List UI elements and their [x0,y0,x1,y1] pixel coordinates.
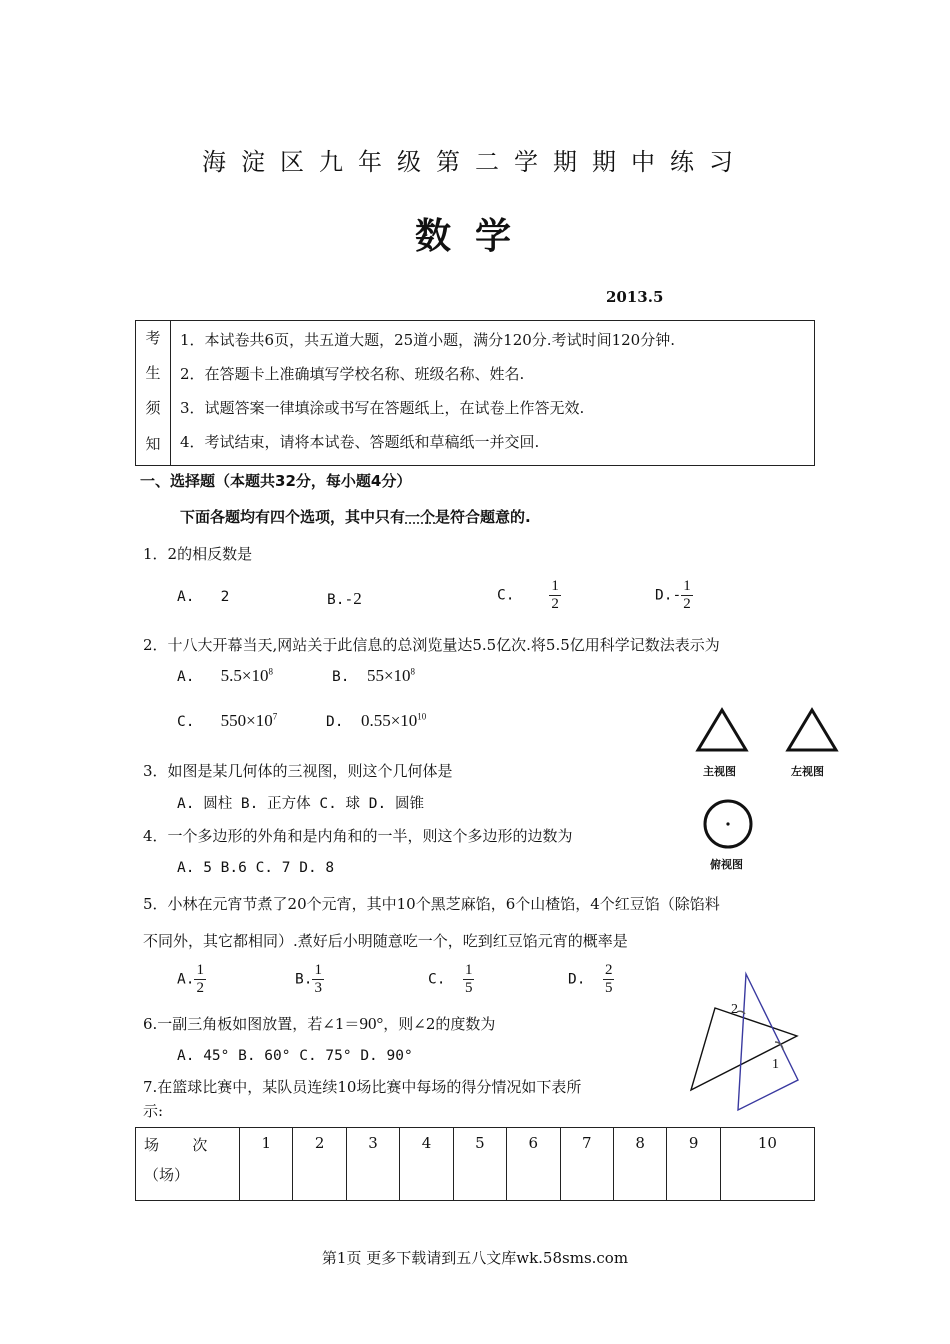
front-view-triangle [698,710,746,750]
q2-option-c [177,711,277,731]
option-label: B. [295,971,313,988]
option-value: 2 [220,589,230,605]
table-cell: 10 [720,1128,814,1201]
sci-exponent: 7 [272,711,278,722]
option-label: B. [332,669,350,685]
angle-2-label: 2 [731,1002,738,1017]
notice-rule: 1．本试卷共6页，共五道大题，25道小题，满分120分.考试时间120分钟. [180,331,675,349]
q5-option-c [428,962,474,997]
three-views-figure [690,700,850,880]
sci-notation [221,711,278,730]
table-cell: 7 [560,1128,613,1201]
left-view-caption: 左视图 [791,765,824,778]
sci-base: 5.5×10 [220,666,269,685]
numerator: 1 [196,962,204,978]
top-view-center-dot [726,822,729,825]
numerator: 2 [604,962,613,978]
q3-options: A. 圆柱 B. 正方体 C. 球 D. 圆锥 [177,796,424,812]
exam-date: 2013.5 [606,288,664,306]
top-view-caption: 俯视图 [710,858,743,871]
numerator: 1 [551,578,559,594]
angle-1-label: 1 [772,1057,779,1072]
table-cell: 4 [400,1128,453,1201]
stem-text: 6.一副三角板如图放置，若∠1＝ [143,1015,360,1033]
numerator: 1 [314,962,322,978]
option-label: D. [326,714,344,730]
notice-side-char: 知 [145,435,161,453]
option-label: C. [497,587,515,604]
question-6-stem [143,1013,495,1034]
table-cell: 5 [453,1128,506,1201]
denominator: 2 [683,596,691,612]
option-label: B.- [327,592,354,608]
page-footer: 第1页 更多下载请到五八文库wk.58sms.com [321,1249,629,1267]
sci-notation [221,666,273,685]
question-7-stem-line2: 示: [143,1102,164,1120]
notice-side-char: 须 [145,399,161,417]
q1-option-d [655,578,693,613]
q1-option-c [497,578,561,613]
notice-side-char: 生 [145,364,161,382]
notice-side-char: 考 [145,329,161,347]
table-row [136,1128,815,1201]
sci-notation [361,711,426,730]
q5-option-b [295,962,324,997]
table-cell: 3 [346,1128,399,1201]
fraction [549,578,561,613]
question-2-stem: 2．十八大开幕当天,网站关于此信息的总浏览量达5.5亿次.将5.5亿用科学记数法表示为 [143,636,720,654]
denominator: 2 [196,980,204,996]
black-triangle [691,1008,797,1090]
table-cell: 6 [507,1128,560,1201]
numerator: 1 [464,962,473,978]
option-label: A. [177,589,195,605]
section-instruction [180,506,531,527]
instruction-text: 是符合题意的. [435,508,531,526]
q1-option-a [177,589,229,605]
row-header-line: 场 次 [144,1136,208,1154]
sci-exponent: 8 [268,666,274,677]
q2-option-a [177,666,273,686]
fraction [681,578,693,613]
section-heading: 一、选择题（本题共32分，每小题4分） [140,472,412,490]
question-5-stem-line1: 5．小林在元宵节煮了20个元宵，其中10个黑芝麻馅，6个山楂馅，4个红豆馅（除馅料 [143,895,720,913]
score-table [135,1127,815,1201]
table-cell: 8 [613,1128,666,1201]
row-header [136,1128,240,1201]
q4-options: A. 5 B.6 C. 7 D. 8 [177,860,335,876]
stem-text: ，则∠2的度数为 [383,1015,496,1033]
option-label: D.- [655,587,682,604]
numerator: 1 [683,578,691,594]
notice-side-label [136,321,171,465]
option-label: A. [177,971,195,988]
sci-exponent: 10 [417,711,427,722]
notice-rule: 4．考试结束，请将本试卷、答题纸和草稿纸一并交回. [180,433,540,451]
q1-option-b [327,589,362,609]
sci-notation [367,666,415,685]
sci-exponent: 8 [410,666,416,677]
fraction [603,962,615,997]
row-header-line: （场） [144,1166,190,1184]
option-label: D. [568,971,586,988]
blue-triangle [738,974,798,1110]
exam-title: 海淀区九年级第二学期期中练习 [202,148,748,176]
fraction [194,962,206,997]
notice-rule: 3．试题答案一律填涂或书写在答题纸上，在试卷上作答无效. [180,399,585,417]
option-label: C. [428,971,446,988]
option-label: A. [177,669,195,685]
q6-options: A. 45° B. 60° C. 75° D. 90° [177,1048,413,1064]
fraction [463,962,475,997]
denominator: 3 [314,980,322,996]
denominator: 2 [551,596,559,612]
question-4-stem: 4．一个多边形的外角和是内角和的一半，则这个多边形的边数为 [143,827,573,845]
question-7-stem-line1: 7.在篮球比赛中，某队员连续10场比赛中每场的得分情况如下表所 [143,1078,582,1096]
sci-base: 55×10 [366,666,411,685]
question-1-stem: 1．2的相反数是 [143,545,253,563]
sci-base: 0.55×10 [360,711,418,730]
sci-base: 550×10 [220,711,273,730]
set-square-figure [685,968,815,1118]
q2-option-b [332,666,415,686]
left-view-triangle [788,710,836,750]
notice-box [135,320,815,466]
option-label: C. [177,714,195,730]
angle-value: 90° [359,1014,384,1033]
subject-title: 数学 [414,216,535,257]
front-view-caption: 主视图 [703,765,736,778]
q2-option-d [326,711,426,731]
denominator: 5 [464,980,473,996]
question-5-stem-line2: 不同外，其它都相同）.煮好后小明随意吃一个，吃到红豆馅元宵的概率是 [143,932,628,950]
option-value: 2 [353,589,362,608]
q5-option-a [177,962,206,997]
table-cell: 1 [240,1128,293,1201]
table-cell: 2 [293,1128,346,1201]
instruction-emphasis: 一个 [405,508,436,526]
q5-option-d [568,962,614,997]
fraction [312,962,324,997]
table-cell: 9 [667,1128,720,1201]
notice-rule: 2．在答题卡上准确填写学校名称、班级名称、姓名. [180,365,525,383]
denominator: 5 [604,980,613,996]
instruction-text: 下面各题均有四个选项，其中只有 [180,508,406,526]
question-3-stem: 3．如图是某几何体的三视图，则这个几何体是 [143,762,453,780]
